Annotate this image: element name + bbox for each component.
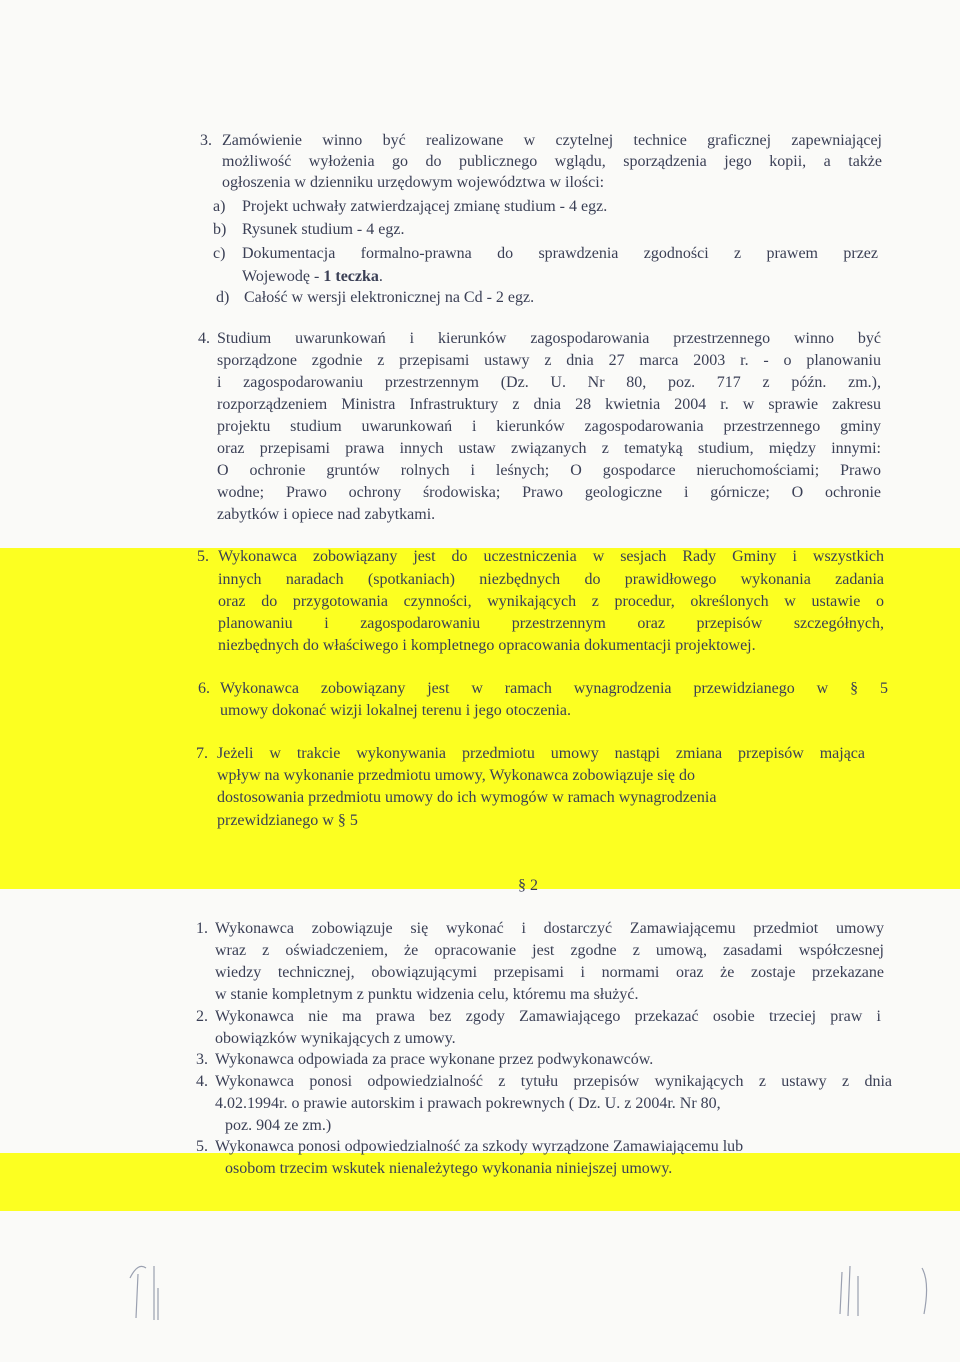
paragraph-5-line: planowaniu i zagospodarowaniu przestrzennym oraz przepisów szczegółnych, (218, 615, 884, 632)
section-2-item-line: poz. 904 ze zm.) (225, 1117, 332, 1134)
paragraph-4-line: sporządzone zgodnie z przepisami ustawy z dnia 27 marca 2003 r. - o planowaniu (217, 352, 881, 369)
list-item-text: Całość w wersji elektronicznej na Cd - 2 egz. (244, 289, 535, 306)
list-item-text: Projekt uchwały zatwierdzającej zmianę studium - 4 egz. (242, 198, 608, 215)
section-2-item-line: wiedzy technicznej, obowiązującymi przepisami i normami oraz że zostaje przekazane (215, 964, 884, 981)
paragraph-4-line: projektu studium uwarunkowań i kierunków zagospodarowania przestrzennego gminy (217, 418, 881, 435)
paragraph-5-line: oraz do przygotowania czynności, wynikających z procedur, określonych w ustawie o (218, 593, 884, 610)
paragraph-7-line: przewidzianego w § 5 (217, 812, 358, 829)
handwritten-initials-right (820, 1262, 940, 1322)
paragraph-4-line: zabytków i opiece nad zabytkami. (217, 506, 436, 523)
paragraph-4-line: i zagospodarowaniu przestrzennym (Dz. U. Nr 80, poz. 717 z późn. zm.), (217, 374, 881, 391)
paragraph-4-line: rozporządzeniem Ministra Infrastruktury z dnia 28 kwietnia 2004 r. w sprawie zakresu (217, 396, 881, 413)
list-item-label: d) (216, 289, 230, 306)
paragraph-6-number: 6. (198, 680, 210, 697)
section-2-item-number: 4. (196, 1073, 208, 1090)
paragraph-4-line: O ochronie gruntów rolnych i leśnych; O gospodarce nieruchomościami; Prawo (217, 462, 881, 479)
list-item-text (242, 266, 383, 287)
paragraph-5-line: Wykonawca zobowiązany jest do uczestniczenia w sesjach Rady Gminy i wszystkich (218, 548, 884, 565)
section-2-item-line: Wykonawca ponosi odpowiedzialność z tytułu przepisów wynikających z ustawy z dnia (215, 1073, 892, 1090)
paragraph-4-number: 4. (198, 330, 210, 347)
list-item-label: c) (213, 245, 226, 262)
section-2-item-line: w stanie kompletnym z punktu widzenia celu, któremu ma służyć. (215, 986, 639, 1003)
section-2-item-number: 2. (196, 1008, 208, 1025)
section-title: § 2 (518, 877, 538, 894)
section-2-item-line: Wykonawca nie ma prawa bez zgody Zamawiającego przekazać osobie trzeciej praw i (215, 1008, 881, 1025)
section-2-item-number: 3. (196, 1051, 208, 1068)
section-2-item-line: Wykonawca zobowiązuje się wykonać i dostarczyć Zamawiającemu przedmiot umowy (215, 920, 884, 937)
handwritten-initials-left (108, 1258, 178, 1328)
section-2-item-line: obowiązków wynikających z umowy. (215, 1030, 456, 1047)
paragraph-5-number: 5. (197, 548, 209, 565)
section-2-item-number: 5. (196, 1138, 208, 1155)
paragraph-5-line: niezbędnych do właściwego i kompletnego opracowania dokumentacji projektowej. (218, 637, 756, 654)
section-2-item-line: wraz z oświadczeniem, że opracowanie jest zgodne z umową, zasadami współczesnej (215, 942, 884, 959)
paragraph-6-line: umowy dokonać wizji lokalnej terenu i jego otoczenia. (220, 702, 571, 719)
paragraph-6-line: Wykonawca zobowiązany jest w ramach wynagrodzenia przewidzianego w § 5 (220, 680, 888, 697)
paragraph-4-line: Studium uwarunkowań i kierunków zagospodarowania przestrzennego winno być (217, 330, 881, 347)
paragraph-7-line: wpływ na wykonanie przedmiotu umowy, Wykonawca zobowiązuje się do (217, 767, 696, 784)
section-2-item-line: 4.02.1994r. o prawie autorskim i prawach pokrewnych ( Dz. U. z 2004r. Nr 80, (215, 1095, 721, 1112)
section-2-item-number: 1. (196, 920, 208, 937)
paragraph-4-line: wodne; Prawo ochrony środowiska; Prawo geologiczne i górnicze; O ochronie (217, 484, 881, 501)
paragraph-4-line: oraz przepisami prawa innych ustaw związanych z tematyką studium, między innymi: (217, 440, 881, 457)
list-item-label: a) (213, 198, 226, 215)
paragraph-3-line: Zamówienie winno być realizowane w czytelnej technice graficznej zapewniającej (222, 132, 882, 149)
paragraph-3-number: 3. (200, 132, 212, 149)
paragraph-3-line: możliwość wyłożenia go do publicznego wglądu, sporządzenia jego kopii, a także (222, 153, 882, 170)
section-2-item-line: Wykonawca ponosi odpowiedzialność za szkody wyrządzone Zamawiającemu lub (215, 1138, 744, 1155)
list-item-text-end: . (378, 268, 383, 285)
list-item-label: b) (213, 221, 227, 238)
section-2-item-line: osobom trzecim wskutek nienależytego wykonania niniejszej umowy. (225, 1160, 673, 1177)
list-item-text: Rysunek studium - 4 egz. (242, 221, 405, 238)
list-item-text-start: Wojewodę - (242, 268, 324, 285)
section-2-item-line: Wykonawca odpowiada za prace wykonane przez podwykonawców. (215, 1051, 654, 1068)
list-item-text: Dokumentacja formalno-prawna do sprawdzenia zgodności z prawem przez (242, 245, 878, 262)
paragraph-5-line: innych naradach (spotkaniach) niezbędnych do prawidłowego wykonania zadania (218, 571, 884, 588)
paragraph-7-line: Jeżeli w trakcie wykonywania przedmiotu umowy nastąpi zmiana przepisów mająca (217, 745, 865, 762)
paragraph-3-line: ogłoszenia w dzienniku urzędowym województwa w ilości: (222, 174, 605, 191)
list-item-bold: 1 teczka (323, 268, 379, 285)
paragraph-7-line: dostosowania przedmiotu umowy do ich wymogów w ramach wynagrodzenia (217, 789, 717, 806)
paragraph-7-number: 7. (196, 745, 208, 762)
